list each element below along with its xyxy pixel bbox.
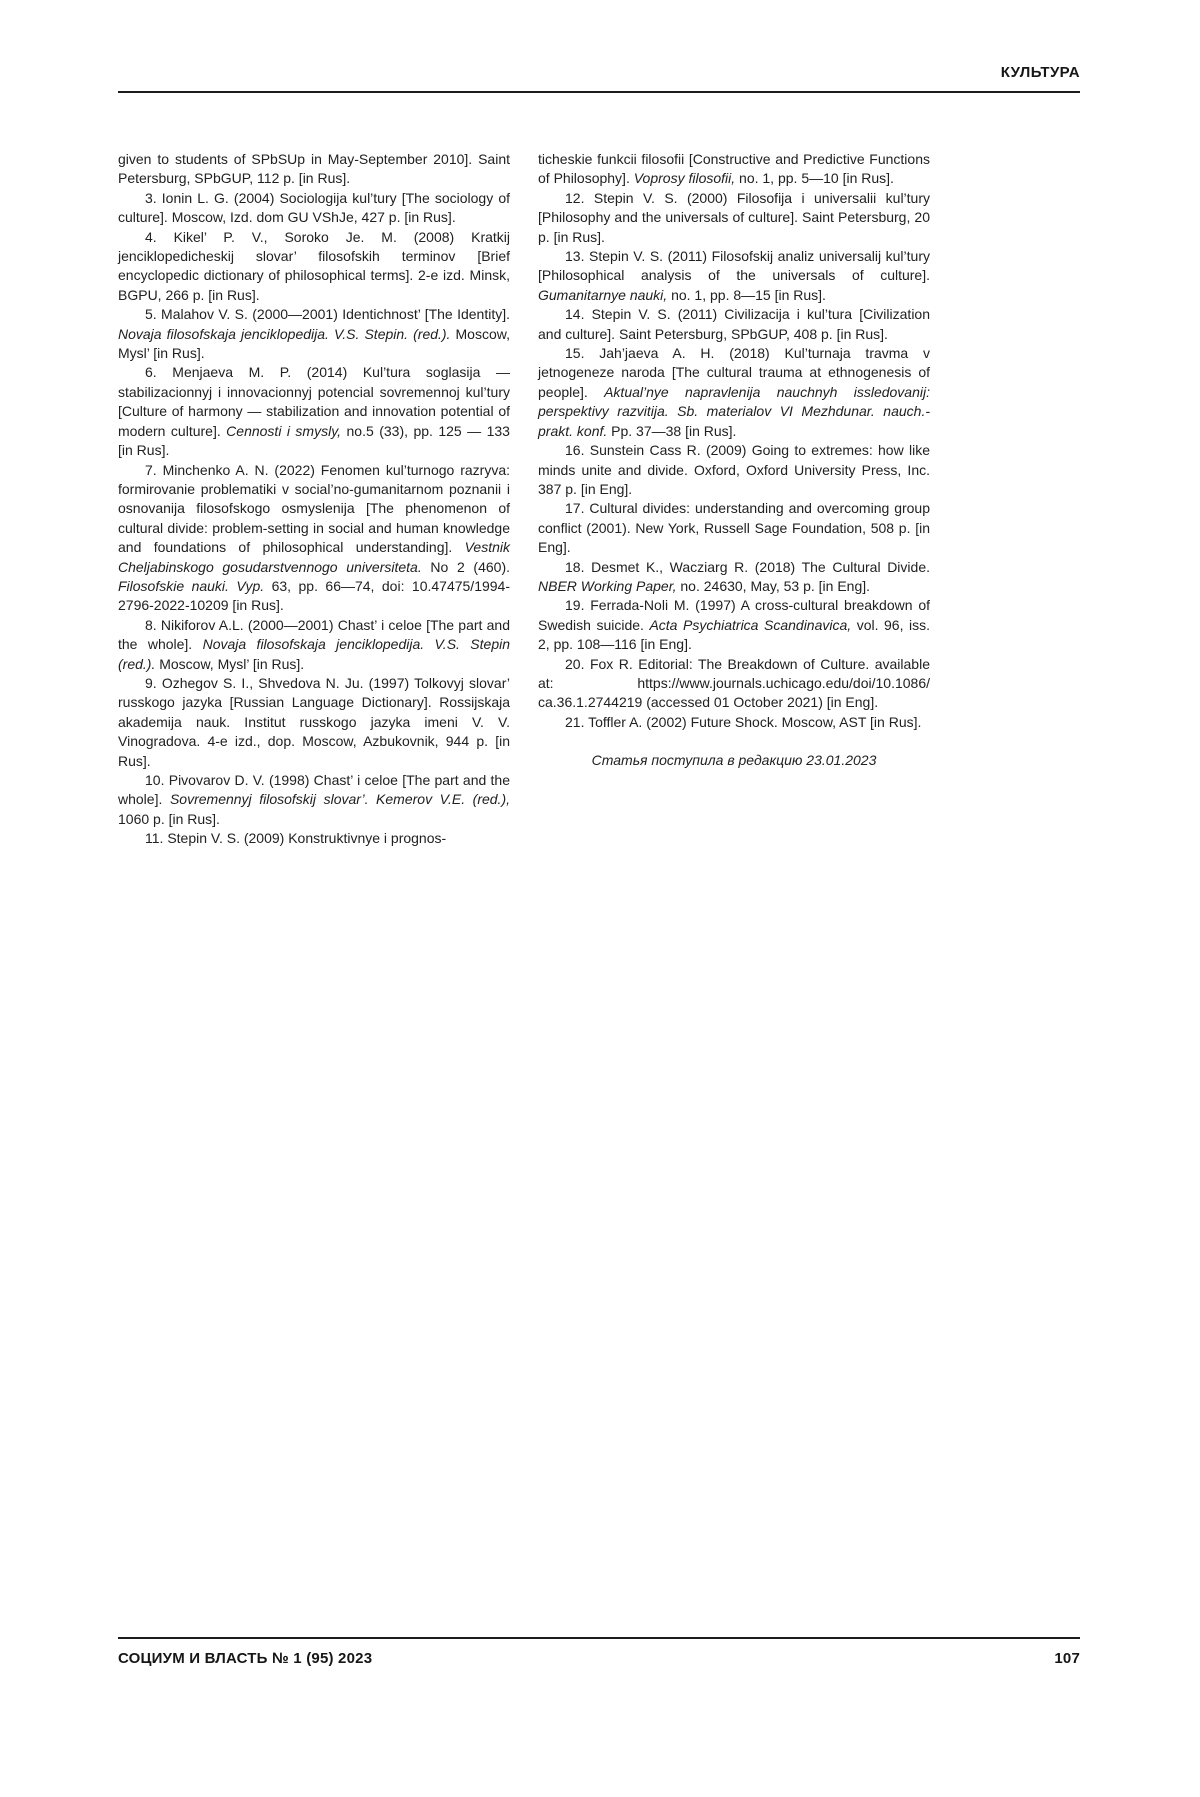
reference-run: given to students of SPbSUp in May-September 2010]. Saint Petersburg, SPbGUP, 112 p. [in Rus]. [118,151,510,187]
reference-run-italic: Voprosy filosofii, [633,170,736,187]
reference-run: 21. Toffler A. (2002) Future Shock. Moscow, AST [in Rus]. [565,713,922,730]
reference-run: no. 1, pp. 5—10 [in Rus]. [735,170,894,187]
reference-run: 19. Ferrada-Noli M. (1997) A cross-cultural breakdown of Swedish suicide. [538,597,930,633]
reference-paragraph [118,461,510,616]
reference-run: 10. Pivovarov D. V. (1998) Chast’ i celoe [The part and the whole]. [118,772,510,808]
reference-run: No 2 (460). [421,558,510,575]
reference-run: no. 24630, May, 53 p. [in Eng]. [676,577,871,594]
reference-paragraph [118,363,510,460]
reference-run: 15. Jah’jaeva A. H. (2018) Kul’turnaja travma v jetnogeneze naroda [The cultural trauma at ethnogenesis of people]. [538,345,930,400]
reference-paragraph [538,305,930,344]
references-right-column [538,150,930,849]
reference-run: 4. Kikel’ P. V., Soroko Je. M. (2008) Kratkij jenciklopedicheskij slovar’ filosofskih terminov [Brief encyclopedic dictionary of philosophical terms]. 2-e izd. Minsk, BGPU, 266 p. [in Rus]. [118,228,510,303]
reference-paragraph [538,441,930,499]
reference-run: vol. 96, iss. 2, pp. 108—116 [in Eng]. [538,616,931,653]
reference-run: 18. Desmet K., Wacziarg R. (2018) The Cultural Divide. [565,558,930,575]
journal-title: СОЦИУМ И ВЛАСТЬ № 1 (95) 2023 [118,1650,373,1667]
reference-run: 14. Stepin V. S. (2011) Civilizacija i kul’tura [Civilization and culture]. Saint Petersburg, SPbGUP, 408 p. [in Rus]. [538,306,930,342]
reference-paragraph [538,150,930,189]
reference-run: ticheskie funkcii filosofii [Constructive and Predictive Functions of Philosophy]. [538,151,930,187]
reference-paragraph [538,499,930,557]
page-footer [118,1637,1080,1667]
reference-run: no.5 (33), pp. 125 — 133 [in Rus]. [118,422,510,459]
references-left-column [118,150,510,849]
reference-run: 6. Menjaeva M. P. (2014) Kul’tura soglasija — stabilizacionnyj i innovacionnyj potencial sovremennoj kul’tury [Culture of harmony — stabilization and innovation potential of modern culture]. [118,364,510,439]
reference-paragraph [118,674,510,771]
reference-run: 13. Stepin V. S. (2011) Filosofskij analiz universalij kul’tury [Philosophical analysis of the universals of culture]. [538,248,930,284]
reference-paragraph [118,150,510,189]
reference-paragraph [118,616,510,674]
reference-run: 8. Nikiforov A.L. (2000—2001) Chast’ i celoe [The part and the whole]. [118,616,510,653]
reference-run-italic: Gumanitarnye nauki, [538,286,668,303]
reference-run: 11. Stepin V. S. (2009) Konstruktivnye i prognos- [145,830,447,847]
reference-run-italic: Filosofskie nauki. Vyp. [118,577,265,594]
reference-run: 63, pp. 66—74, doi: 10.47475/1994- 2796-2022-10209 [in Rus]. [118,577,511,614]
reference-run: 9. Ozhegov S. I., Shvedova N. Ju. (1997) Tolkovyj slovar’ russkogo jazyka [Russian Language Dictionary]. Rossijskaja akademija nauk. Institut russkogo jazyka imeni V. V. Vinogradova. 4-e izd., dop. Moscow, Azbukovnik, 944 p. [in Rus]. [118,674,510,769]
reference-paragraph [538,596,930,654]
reference-run-italic: Novaja filosofskaja jenciklopedija. V.S. Stepin. (red.). [118,325,451,342]
reference-run-italic: NBER Working Paper, [538,577,677,594]
reference-run-italic: Acta Psychiatrica Scandinavica, [649,616,852,633]
reference-run: 3. Ionin L. G. (2004) Sociologija kul’tury [The sociology of culture]. Moscow, Izd. dom GU VShJe, 427 p. [in Rus]. [118,189,510,226]
reference-paragraph [538,713,930,732]
reference-paragraph [538,247,930,305]
reference-run: no. 1, pp. 8—15 [in Rus]. [667,286,826,303]
submission-note: Статья поступила в редакцию 23.01.2023 [591,752,877,769]
reference-run: Moscow, Mysl’ [in Rus]. [118,325,510,362]
reference-run-italic: Cennosti i smysly, [226,422,342,439]
page-number: 107 [1054,1650,1080,1667]
reference-paragraph [118,189,510,228]
reference-paragraph [118,228,510,306]
reference-run-italic: Sovremennyj filosofskij slovar’. Kemerov V.E. (red.), [169,791,510,808]
reference-paragraph [538,344,930,441]
reference-paragraph [538,558,930,597]
section-label: КУЛЬТУРА [1000,64,1080,81]
page-header [118,64,1080,93]
reference-run-italic: Vestnik Cheljabinskogo gosudarstvennogo universiteta. [118,539,510,575]
reference-run-italic: Aktual’nye napravlenija nauchnyh issledovanij: perspektivy razvitija. Sb. materialov VI Mezhdunar. nauch.-prakt. konf. [538,383,930,439]
reference-paragraph [538,655,930,713]
reference-run-italic: Novaja filosofskaja jenciklopedija. V.S. Stepin (red.). [118,636,511,672]
reference-run: 1060 p. [in Rus]. [118,810,220,827]
reference-run: 7. Minchenko A. N. (2022) Fenomen kul’turnogo razryva: formirovanie problematiki v social’no-gumanitarnom poznanii i osnovanija filosofskogo osmyslenija [The phenomenon of cultural divide: problem-setting in social and human knowledge and foundations of philosophical understanding]. [118,461,510,556]
reference-paragraph [118,305,510,363]
reference-run: 16. Sunstein Cass R. (2009) Going to extremes: how like minds unite and divide. Oxford, Oxford University Press, Inc. 387 p. [in Eng]. [538,442,930,497]
references-content [118,150,930,849]
reference-run: 12. Stepin V. S. (2000) Filosofija i universalii kul’tury [Philosophy and the universals of culture]. Saint Petersburg, 20 p. [in Rus]. [538,189,930,245]
reference-paragraph [538,189,930,247]
reference-run: Moscow, Mysl’ [in Rus]. [155,655,305,672]
reference-run: 20. Fox R. Editorial: The Breakdown of Culture. available at: https://www.journals.uchicago.edu/doi/10.1086/ ca.36.1.2744219 (accessed 01 October 2021) [in Eng]. [538,655,930,711]
reference-run: Pp. 37—38 [in Rus]. [607,422,737,439]
reference-paragraph [118,829,510,848]
reference-run: 5. Malahov V. S. (2000—2001) Identichnost’ [The Identity]. [145,306,510,323]
reference-paragraph [118,771,510,829]
reference-run: 17. Cultural divides: understanding and overcoming group conflict (2001). New York, Russell Sage Foundation, 508 p. [in Eng]. [538,500,930,556]
